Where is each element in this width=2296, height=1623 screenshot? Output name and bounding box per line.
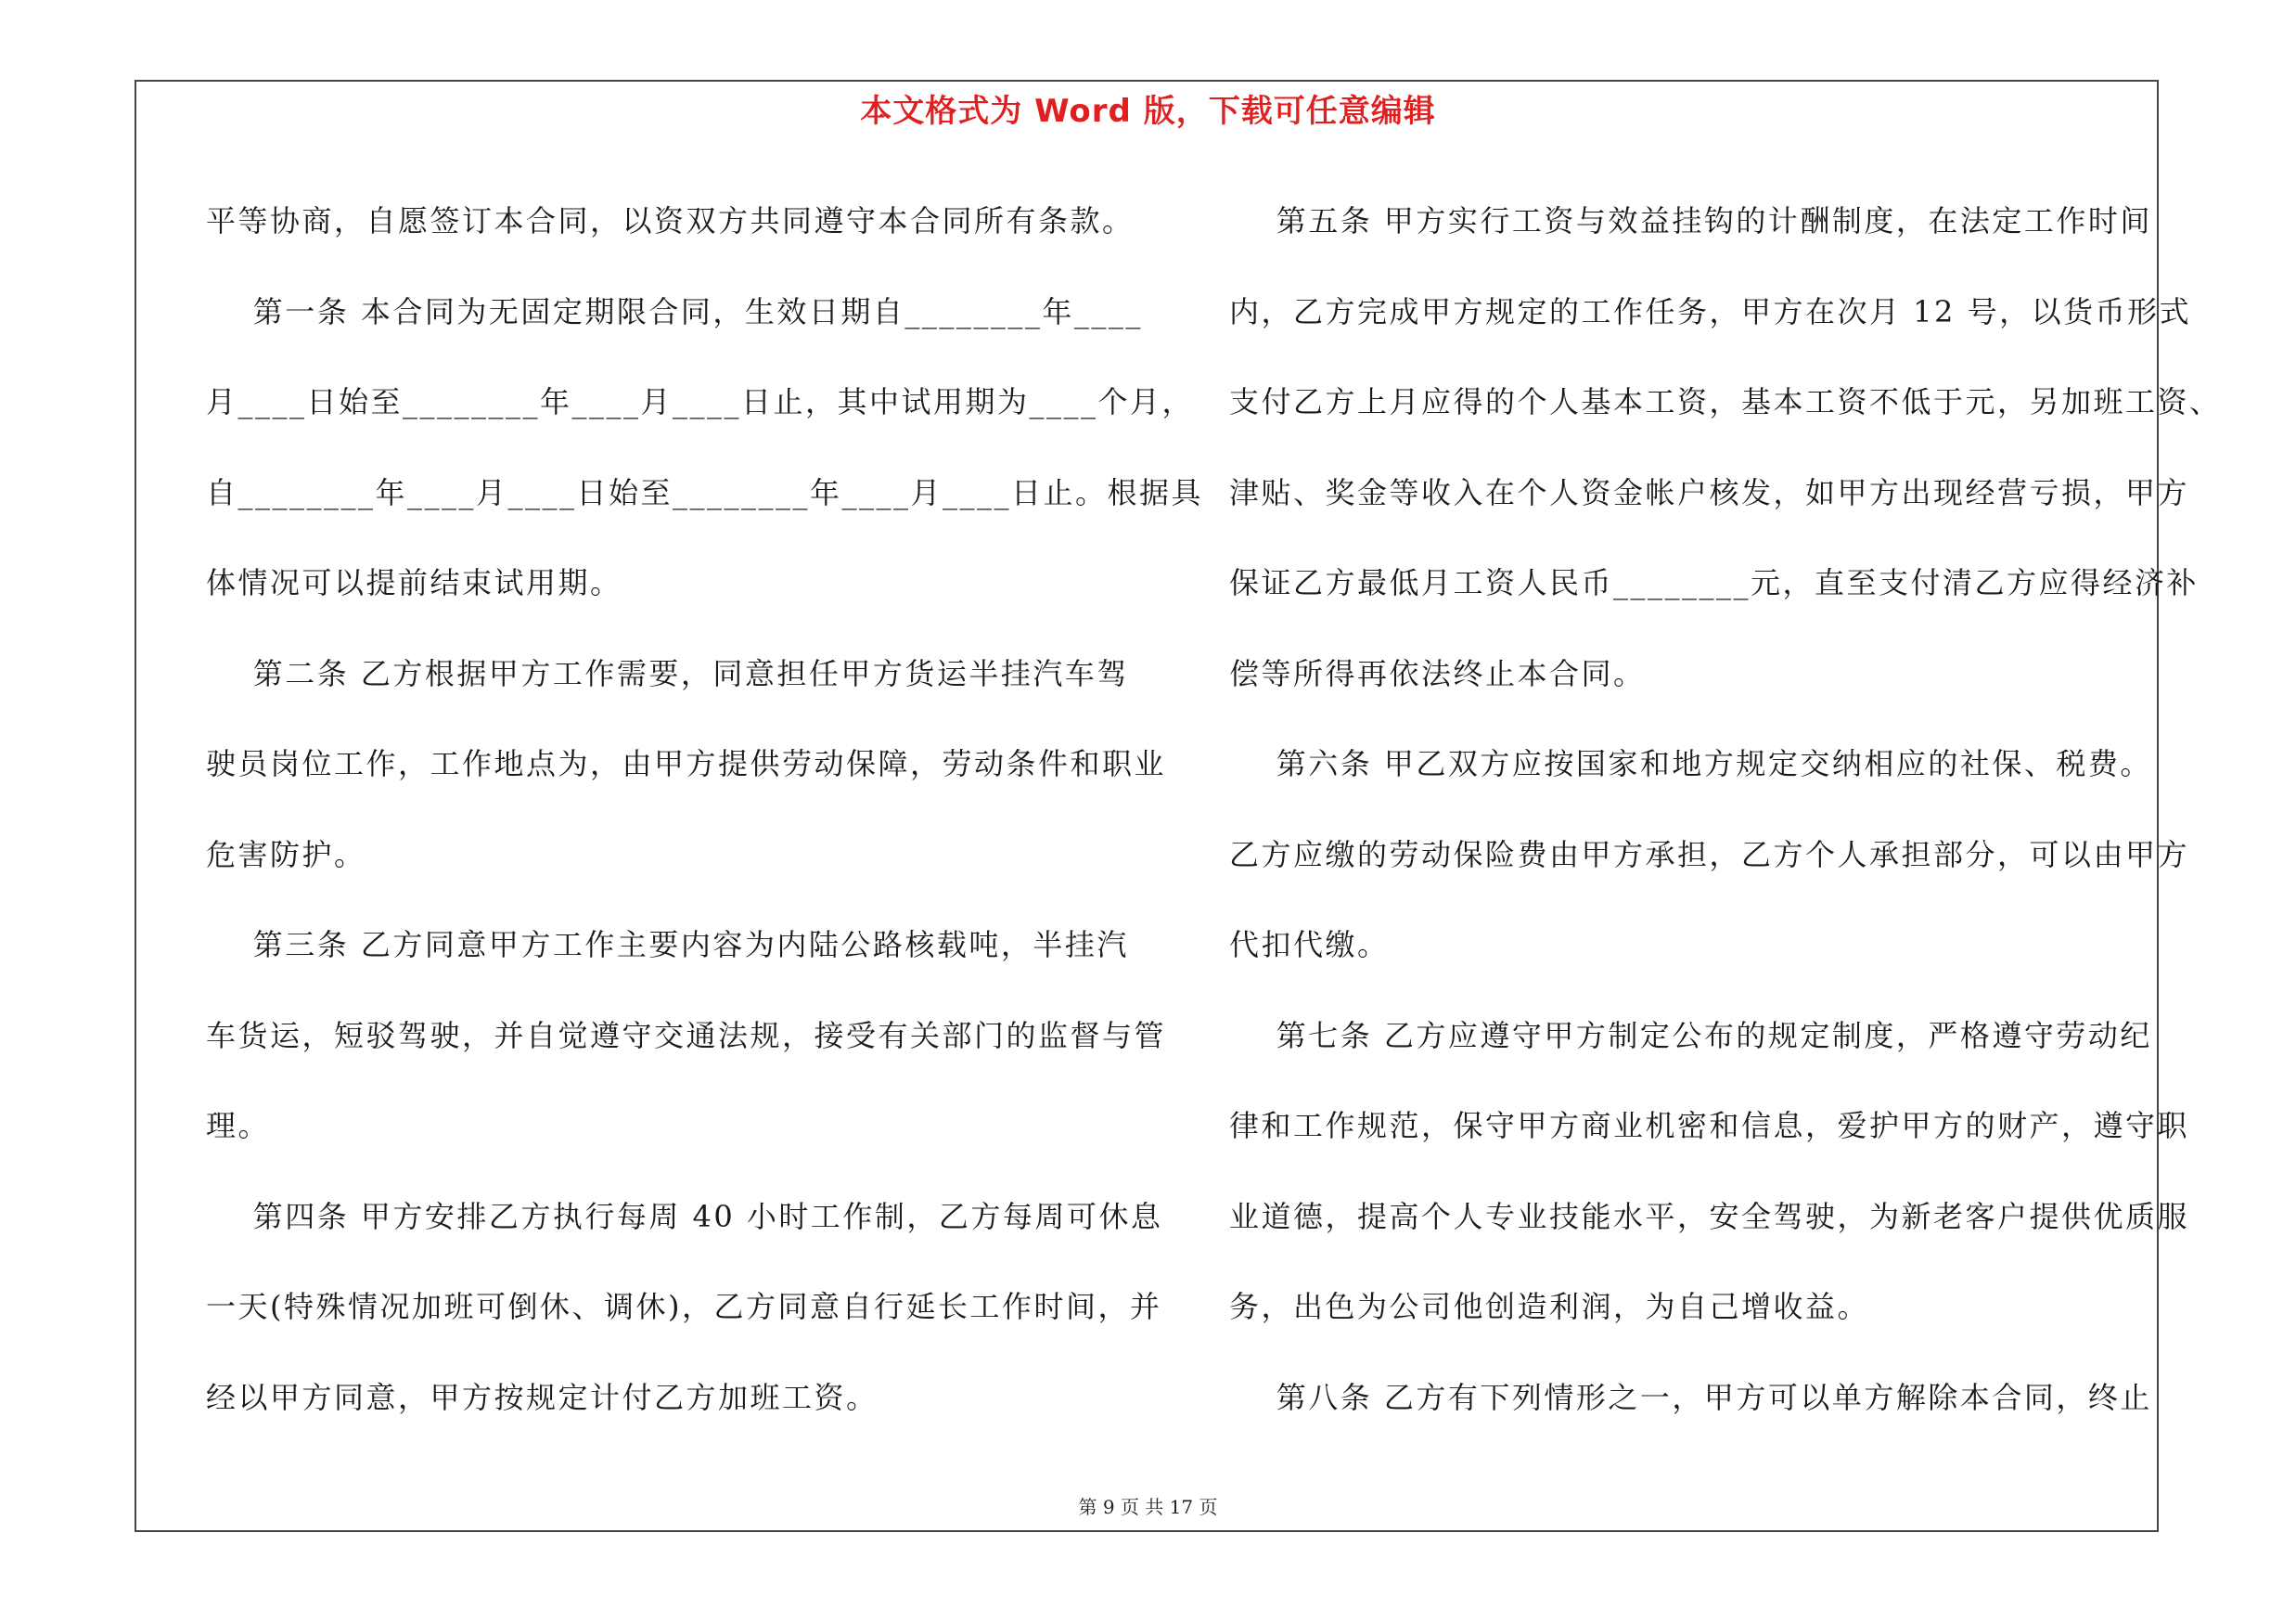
text-line: 偿等所得再依法终止本合同。 — [1229, 655, 1646, 691]
text-line: 理。 — [206, 1108, 271, 1143]
text-line: 第二条 乙方根据甲方工作需要，同意担任甲方货运半挂汽车驾 — [206, 655, 1129, 691]
page-footer: 第 9 页 共 17 页 — [1078, 1496, 1218, 1518]
text-line: 乙方应缴的劳动保险费由甲方承担，乙方个人承担部分，可以由甲方 — [1229, 836, 2190, 872]
text-line: 月____日始至________年____月____日止，其中试用期为____个月， — [206, 384, 1195, 419]
text-line: 第五条 甲方实行工资与效益挂钩的计酬制度，在法定工作时间 — [1229, 203, 2152, 238]
text-line: 平等协商，自愿签订本合同，以资双方共同遵守本合同所有条款。 — [206, 203, 1135, 238]
text-line: 体情况可以提前结束试用期。 — [206, 565, 622, 600]
text-line: 保证乙方最低月工资人民币________元，直至支付清乙方应得经济补 — [1229, 565, 2200, 600]
text-line: 车货运，短驳驾驶，并自觉遵守交通法规，接受有关部门的监督与管 — [206, 1017, 1167, 1053]
text-line: 内，乙方完成甲方规定的工作任务，甲方在次月 12 号，以货币形式 — [1229, 293, 2192, 329]
text-line: 律和工作规范，保守甲方商业机密和信息，爱护甲方的财产，遵守职 — [1229, 1108, 2190, 1143]
text-line: 第一条 本合同为无固定期限合同，生效日期自________年____ — [206, 293, 1143, 329]
text-line: 津贴、奖金等收入在个人资金帐户核发，如甲方出现经营亏损，甲方 — [1229, 474, 2190, 510]
text-line: 第四条 甲方安排乙方执行每周 40 小时工作制，乙方每周可休息 — [206, 1198, 1163, 1234]
text-line: 一天(特殊情况加班可倒休、调休)，乙方同意自行延长工作时间，并 — [206, 1289, 1162, 1324]
text-line: 第六条 甲乙双方应按国家和地方规定交纳相应的社保、税费。 — [1229, 746, 2152, 781]
text-line: 自________年____月____日始至________年____月____日止。根据具 — [206, 474, 1204, 510]
text-line: 代扣代缴。 — [1229, 927, 1390, 962]
text-line: 驶员岗位工作，工作地点为，由甲方提供劳动保障，劳动条件和职业 — [206, 746, 1167, 781]
text-line: 危害防护。 — [206, 836, 366, 872]
text-line: 支付乙方上月应得的个人基本工资，基本工资不低于元，另加班工资、 — [1229, 384, 2222, 419]
word-format-banner: 本文格式为 Word 版，下载可任意编辑 — [860, 93, 1436, 130]
text-line: 业道德，提高个人专业技能水平，安全驾驶，为新老客户提供优质服 — [1229, 1198, 2190, 1234]
text-line: 经以甲方同意，甲方按规定计付乙方加班工资。 — [206, 1379, 879, 1415]
text-line: 第八条 乙方有下列情形之一，甲方可以单方解除本合同，终止 — [1229, 1379, 2152, 1415]
text-line: 第七条 乙方应遵守甲方制定公布的规定制度，严格遵守劳动纪 — [1229, 1017, 2152, 1053]
text-line: 务，出色为公司他创造利润，为自己增收益。 — [1229, 1289, 1870, 1324]
text-line: 第三条 乙方同意甲方工作主要内容为内陆公路核载吨，半挂汽 — [206, 927, 1129, 962]
